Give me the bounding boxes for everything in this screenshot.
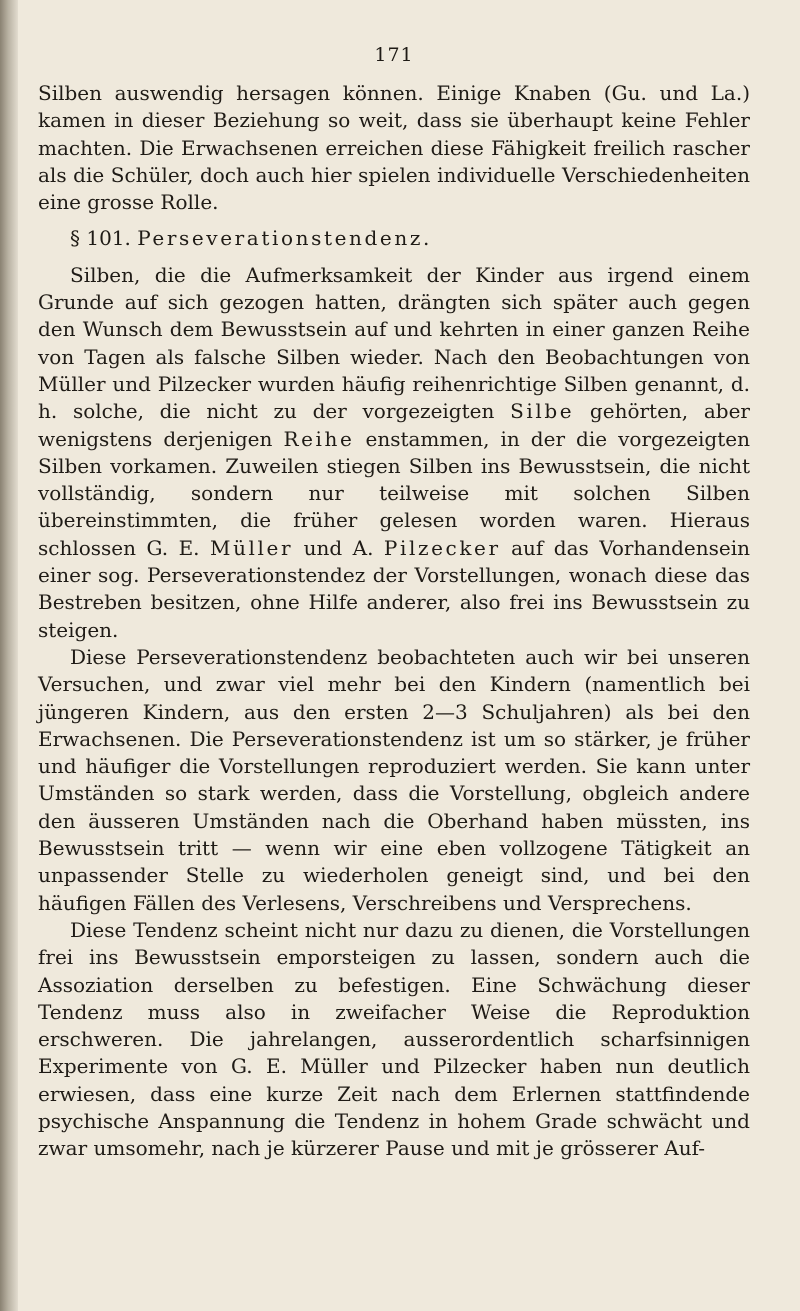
text-run: enstammen, in der die vorgezeigten Silben vorkamen. Zuweilen stiegen Silben ins Bewusstsein, die nicht vollständig, sondern nur teilweise mit solchen Silben übereinstimmten, die früher gelesen worden waren. Hieraus schlossen G. E.: [38, 426, 750, 560]
emphasis-reihe: Reihe: [283, 426, 355, 451]
text-run: Silben, die die Aufmerksamkeit der Kinder aus irgend einem Grunde auf sich gezogen hatten, drängten sich später auch gegen den Wunsch dem Bewusstsein auf und kehrten in einer ganzen Reihe von Tagen als falsche Silben wieder. Nach den Beobachtungen von Müller und Pilzecker wurden häufig reihenrichtige Silben genannt, d. h. solche, die nicht zu der vorgezeigten: [38, 262, 750, 424]
paragraph-4: Diese Tendenz scheint nicht nur dazu zu dienen, die Vorstellungen frei ins Bewusstsein emporsteigen zu lassen, sondern auch die Assoziation derselben zu befestigen. Eine Schwächung dieser Tendenz muss also in zweifacher Weise die Reproduktion erschweren. Die jahrelangen, ausserordentlich scharfsinnigen Experimente von G. E. Müller und Pilzecker haben nun deutlich erwiesen, dass eine kurze Zeit nach dem Erlernen stattfindende psychische Anspannung die Tendenz in hohem Grade schwächt und zwar umsomehr, nach je kürzerer Pause und mit je grösserer Auf-: [38, 917, 750, 1161]
section-heading: [70, 225, 750, 252]
book-spine-shadow: [0, 0, 18, 1311]
paragraph-2: [38, 262, 750, 644]
book-page: [38, 44, 750, 1163]
section-number: § 101.: [70, 226, 131, 251]
author-pilzecker: Pilzecker: [383, 535, 501, 560]
emphasis-silbe: Silbe: [510, 399, 575, 424]
text-run: und A.: [293, 535, 384, 560]
page-number: 171: [374, 44, 414, 66]
paragraph-1: Silben auswendig hersagen können. Einige Knaben (Gu. und La.) kamen in dieser Beziehung so weit, dass sie überhaupt keine Fehler machten. Die Erwachsenen erreichen diese Fähigkeit freilich rascher als die Schüler, doch auch hier spielen individuelle Verschiedenheiten eine grosse Rolle.: [38, 81, 750, 215]
paragraph-3: Diese Perseverationstendenz beobachteten auch wir bei unseren Versuchen, und zwar viel mehr bei den Kindern (namentlich bei jüngeren Kindern, aus den ersten 2—3 Schuljahren) als bei den Erwachsenen. Die Perseverationstendenz ist um so stärker, je früher und häufiger die Vorstellungen reproduziert werden. Sie kann unter Umständen so stark werden, dass die Vorstellung, obgleich andere den äusseren Umständen nach die Oberhand haben müssten, ins Bewusstsein tritt — wenn wir eine eben vollzogene Tätigkeit an unpassender Stelle zu wiederholen geneigt sind, und bei den häufigen Fällen des Verlesens, Verschreibens und Versprechens.: [38, 644, 750, 915]
author-mueller: Müller: [209, 535, 294, 560]
section-title: Perseverationstendenz.: [137, 226, 432, 251]
text-run: gehörten, aber wenigstens derjenigen: [38, 399, 750, 451]
text-run: auf das Vorhandensein einer sog. Perseverationstendez der Vorstellungen, wonach diese das Bestreben besitzen, ohne Hilfe anderer, also frei ins Bewusstsein zu steigen.: [38, 535, 751, 642]
